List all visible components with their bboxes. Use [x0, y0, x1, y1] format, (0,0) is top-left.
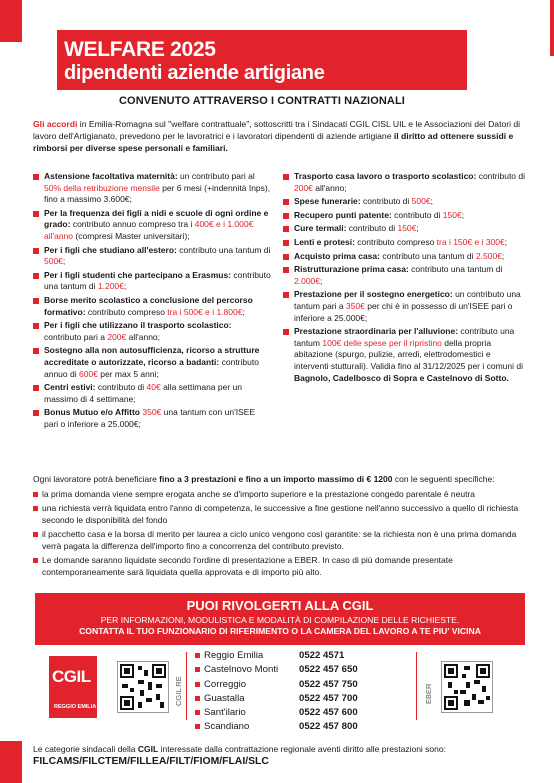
benefit-desc: contributo compreso — [354, 236, 437, 247]
benefit-amount: 40€ — [146, 382, 161, 393]
benefit-item — [283, 251, 525, 263]
banner-line3: CONTATTA IL TUO FUNZIONARIO DI RIFERIMENTO O LA CAMERA DEL LAVORO A TE PIU' VICINA — [79, 626, 481, 636]
benefit-desc-tail: per max 5 anni; — [97, 368, 159, 379]
benefit-desc: un contributo una tantum pari a — [294, 289, 521, 311]
specifics-section — [33, 474, 525, 581]
bullet-icon — [33, 298, 39, 304]
benefit-text — [44, 295, 271, 318]
specific-rule — [33, 489, 525, 501]
qr-label-eber: EBER — [424, 683, 433, 704]
benefits-right-column — [283, 171, 525, 386]
benefit-text — [44, 407, 271, 430]
bullet-icon — [283, 174, 289, 180]
footer-categories: FILCAMS/FILCTEM/FILLEA/FILT/FIOM/FLAI/SLC — [33, 756, 269, 767]
qr-code-icon — [118, 662, 168, 712]
bullet-icon — [33, 492, 38, 497]
footer — [33, 744, 543, 767]
bullet-icon — [33, 558, 38, 563]
bullet-icon — [283, 199, 289, 205]
benefit-desc: contributo di — [391, 209, 443, 220]
benefit-text — [44, 171, 271, 206]
benefit-text — [294, 326, 525, 384]
specifics-list — [33, 489, 525, 579]
benefit-item — [283, 210, 525, 222]
benefit-desc: contributo di — [360, 196, 412, 207]
bullet-icon — [195, 710, 200, 715]
benefit-amount: tra i 150€ e i 300€ — [436, 236, 505, 247]
contact-row — [195, 706, 358, 720]
benefit-text — [44, 320, 271, 343]
bullet-icon — [195, 667, 200, 672]
benefit-amount: 2.500€ — [475, 250, 502, 261]
benefit-amount: tra i 500€ e i 1.800€ — [167, 306, 243, 317]
benefit-desc: contributo annuo compreso tra i — [70, 219, 195, 230]
bullet-icon — [195, 724, 200, 729]
benefit-amount: 2.000€ — [294, 275, 320, 286]
benefit-title: Per i figli che studiano all'estero: — [44, 244, 177, 255]
intro-paragraph — [33, 118, 525, 154]
benefit-amount: 400€ e i 1.000€ all'anno — [44, 219, 254, 241]
benefit-desc-tail: ; — [62, 256, 66, 267]
intro-lead: Gli accordi — [33, 119, 78, 129]
contact-banner — [35, 593, 525, 645]
benefit-item — [283, 326, 525, 384]
bullet-icon — [283, 213, 289, 219]
divider-right — [416, 652, 417, 720]
benefit-desc: contributo una tantum di — [176, 244, 271, 255]
benefit-title: Trasporto casa lavoro o trasporto scolastico: — [294, 171, 477, 181]
benefit-text — [294, 251, 525, 263]
bullet-icon — [33, 348, 39, 354]
benefit-amount: 150€ — [442, 209, 462, 220]
benefit-desc: un contributo pari al — [177, 171, 255, 181]
bullet-icon — [33, 323, 39, 329]
specific-rule — [33, 529, 525, 552]
benefit-text — [294, 223, 525, 235]
corner-decoration-bottom — [0, 741, 22, 783]
contact-phone[interactable]: 0522 457 800 — [299, 721, 358, 733]
benefit-desc: contributo una tantum — [294, 326, 515, 348]
benefit-text — [294, 171, 525, 194]
banner-heading: PUOI RIVOLGERTI ALLA CGIL — [186, 598, 374, 613]
benefit-item — [33, 382, 271, 405]
specific-rule — [33, 555, 525, 578]
benefit-desc-tail: all'anno; — [312, 182, 347, 193]
benefit-item — [33, 245, 271, 268]
benefit-desc-tail: ; — [242, 306, 245, 317]
contacts-list — [195, 649, 358, 735]
intro-bold-tail: il diritto ad ottenere sussidi e rimborsi per diverse spese personali e familiari. — [33, 131, 514, 153]
banner-line2: PER INFORMAZIONI, MODULISTICA E MODALITÀ DI COMPILAZIONE DELLE RICHIESTE. — [100, 615, 460, 625]
bullet-icon — [33, 532, 38, 537]
bullet-icon — [283, 226, 289, 232]
qr-code-icon — [442, 662, 492, 712]
benefit-desc-tail: per 6 mesi (+indennità Inps), fino a massimo 3.600€; — [44, 182, 271, 205]
logo-subtext: REGGIO EMILIA — [54, 704, 97, 710]
benefit-item — [33, 407, 271, 430]
contact-phone[interactable]: 0522 457 700 — [299, 692, 358, 704]
benefit-item — [283, 196, 525, 208]
rule-text: una richiesta verrà liquidata entro l'anno di competenza, le successive a fine gestione nell'anno successivo a quello di richiesta secondo le disponibilità del fondo — [42, 503, 519, 525]
bullet-icon — [33, 211, 39, 217]
page-title-line2: dipendenti aziende artigiane — [64, 62, 325, 84]
benefit-desc-tail: all'anno; — [126, 331, 161, 342]
bullet-icon — [33, 410, 39, 416]
benefit-desc-tail: della propria abitazione (spurgo, pulizie, arredi, elettrodomestici e interventi stutturali). Validia fino al 31/12/2025 per i comuni di — [294, 337, 523, 371]
contact-office: Sant'ilario — [204, 707, 246, 719]
edge-decoration — [550, 0, 554, 56]
contact-phone[interactable]: 0522 457 600 — [299, 707, 358, 719]
page-title: WELFARE 2025 — [64, 38, 216, 61]
qr-label-cgil: CGIL RE — [174, 676, 183, 706]
bullet-icon — [283, 254, 289, 260]
benefit-desc-tail: ; — [320, 275, 323, 286]
benefit-title: Per i figli studenti che partecipano a Erasmus: — [44, 269, 232, 280]
benefit-amount: 50% della retribuzione mensile — [44, 182, 160, 193]
contact-row — [195, 720, 358, 734]
benefit-text — [294, 237, 525, 249]
footer-text: Le categorie sindacali della CGIL interessate dalla contrattazione regionale aventi diritto alle prestazioni sono: — [33, 744, 446, 754]
benefit-title: Centri estivi: — [44, 382, 96, 393]
benefit-item — [33, 345, 271, 380]
bullet-icon — [195, 682, 200, 687]
benefit-desc-tail: ; — [123, 281, 127, 292]
benefit-desc: contributo una tantum di — [408, 264, 503, 275]
benefit-title: Recupero punti patente: — [294, 209, 392, 220]
benefit-title: Borse merito scolastico a conclusione del percorso formativo: — [44, 294, 253, 317]
contact-row — [195, 663, 358, 677]
contact-office: Scandiano — [204, 721, 250, 733]
contact-row — [195, 692, 358, 706]
benefit-desc-tail: ; — [416, 223, 419, 234]
specifics-lead: Ogni lavoratore potrà beneficiare fino a 3 prestazioni e fino a un importo massimo di € 1200 con le seguenti specifiche: — [33, 474, 495, 484]
benefit-desc: contributo pari a — [44, 331, 108, 342]
contact-phone[interactable]: 0522 457 750 — [299, 678, 358, 690]
qr-code-cgil[interactable] — [117, 661, 169, 713]
benefit-item — [283, 223, 525, 235]
benefit-title: Per i figli che utilizzano il trasporto scolastico: — [44, 320, 232, 331]
contact-office: Correggio — [204, 678, 247, 690]
benefit-item — [33, 295, 271, 318]
contact-office: Guastalla — [204, 692, 245, 704]
benefit-desc-tail: alla settimana per un massimo di 4 settimane; — [44, 382, 242, 404]
corner-decoration-top — [0, 0, 22, 42]
benefit-desc-tail: per chi è in possesso di un'ISEE pari o inferiore a 25.000€; — [294, 300, 513, 323]
benefits-left-column — [33, 171, 271, 432]
qr-code-eber[interactable] — [441, 661, 493, 713]
benefit-text — [44, 208, 271, 243]
benefit-amount: 1.200€ — [97, 281, 124, 292]
benefit-title: Prestazione per il sostegno energetico: — [294, 289, 453, 300]
benefit-desc-tail: ; — [461, 209, 465, 220]
benefit-item — [283, 289, 525, 324]
specific-rule — [33, 503, 525, 526]
bullet-icon — [283, 329, 289, 335]
benefit-item — [283, 237, 525, 249]
bullet-icon — [33, 248, 39, 254]
benefit-item — [33, 208, 271, 243]
benefit-text — [44, 270, 271, 293]
bullet-icon — [283, 267, 289, 273]
bullet-icon — [195, 653, 200, 658]
cgil-logo — [49, 656, 97, 718]
contact-row — [195, 678, 358, 692]
benefit-title: Ristrutturazione prima casa: — [294, 264, 409, 275]
benefit-desc-tail: ; — [501, 250, 505, 261]
benefit-amount: 200€ — [107, 331, 127, 342]
logo-text: CGIL — [52, 667, 91, 686]
benefit-amount: 500€ — [411, 196, 431, 207]
benefit-amount: 150€ — [397, 223, 417, 234]
benefit-title: Bonus Mutuo e/o Affitto — [44, 407, 140, 418]
divider-left — [186, 652, 187, 720]
benefit-title: Acquisto prima casa: — [294, 250, 380, 261]
benefit-text — [294, 210, 525, 222]
benefit-item — [283, 264, 525, 287]
benefit-amount: 350€ — [142, 407, 162, 418]
benefit-title: Spese funerarie: — [294, 196, 361, 207]
benefit-title: Sostegno alla non autosufficienza, ricorso a strutture accreditate o autorizzate, ricorso a badanti: — [44, 345, 260, 367]
contact-row — [195, 649, 358, 663]
benefit-text — [44, 382, 271, 405]
benefit-desc: contributo di — [346, 223, 398, 234]
benefit-amount: 200€ — [294, 182, 313, 193]
benefit-title: Cure termali: — [294, 223, 347, 234]
benefit-amount: 600€ — [78, 368, 98, 379]
rule-text: Le domande saranno liquidate secondo l'ordine di presentazione a EBER. In caso di più domande presentate contemporaneamente sarà liquidata quella approvata e di importo più alto. — [42, 555, 453, 577]
benefit-text — [44, 345, 271, 380]
contact-office: Castelnovo Monti — [204, 664, 279, 676]
benefit-item — [33, 320, 271, 343]
benefit-desc-tail: (compresi Master universitari); — [73, 230, 190, 241]
benefit-amount: 350€ — [345, 300, 365, 311]
contact-phone[interactable]: 0522 4571 — [299, 650, 345, 661]
rule-text: il pacchetto casa e la borsa di merito per laurea a ciclo unico vengono così garantite: se la richiesta non è una prima domanda verrà pagata la differenza dell'importo fino a concorrenza del contributo previsto. — [42, 529, 517, 551]
benefit-desc: contributo una tantum di — [44, 269, 271, 292]
contact-phone[interactable]: 0522 457 650 — [299, 664, 358, 676]
page-subtitle: CONVENUTO ATTRAVERSO I CONTRATTI NAZIONALI — [119, 95, 405, 107]
benefit-item — [33, 171, 271, 206]
benefit-desc-tail: ; — [430, 196, 433, 207]
benefit-title: Lenti e protesi: — [294, 236, 355, 247]
contact-office: Reggio Emilia — [204, 650, 264, 661]
benefit-text — [44, 245, 271, 268]
rule-text: la prima domanda viene sempre erogata anche se d'importo superiore e la prestazione congedo parentale è neutra — [42, 488, 476, 499]
benefit-item — [33, 270, 271, 293]
benefit-item — [283, 171, 525, 194]
benefit-desc-tail: ; — [504, 236, 508, 247]
benefit-desc: contributo una tantum di — [379, 250, 476, 261]
benefit-desc-tail: una tantum con un'ISEE pari o inferiore a 25.000€; — [44, 407, 256, 429]
benefit-title: Astensione facoltativa maternità: — [44, 171, 178, 181]
benefit-desc: contributo compreso — [85, 306, 168, 317]
benefit-text — [294, 289, 525, 324]
benefit-title: Per la frequenza dei figli a nidi e scuole di ogni ordine e grado: — [44, 207, 269, 230]
benefit-amount: 100€ delle spese per il ripristino — [322, 337, 442, 348]
benefit-municipalities: Bagnolo, Cadelbosco di Sopra e Castelnovo di Sotto. — [294, 372, 509, 383]
bullet-icon — [283, 292, 289, 298]
bullet-icon — [33, 273, 39, 279]
bullet-icon — [283, 240, 289, 246]
benefit-amount: 500€ — [44, 256, 63, 267]
bullet-icon — [33, 506, 38, 511]
benefit-desc: contributo di — [476, 171, 526, 181]
benefit-text — [294, 196, 525, 208]
intro-text: in Emilia-Romagna sul "welfare contrattuale", sottoscritti tra i Sindacati CGIL CISL UIL e le Associazioni dei Datori di lavoro dell'Artigianato, prevedono per le lavoratrici e i lavoratori dipendenti di aziende artigiane — [33, 119, 521, 141]
benefit-desc: contributo di — [95, 382, 147, 393]
benefit-title: Prestazione straordinaria per l'alluvione: — [294, 326, 459, 337]
benefit-desc: contributo annuo di — [44, 356, 259, 379]
bullet-icon — [195, 696, 200, 701]
benefit-text — [294, 264, 525, 287]
bullet-icon — [33, 174, 39, 180]
bullet-icon — [33, 385, 39, 391]
